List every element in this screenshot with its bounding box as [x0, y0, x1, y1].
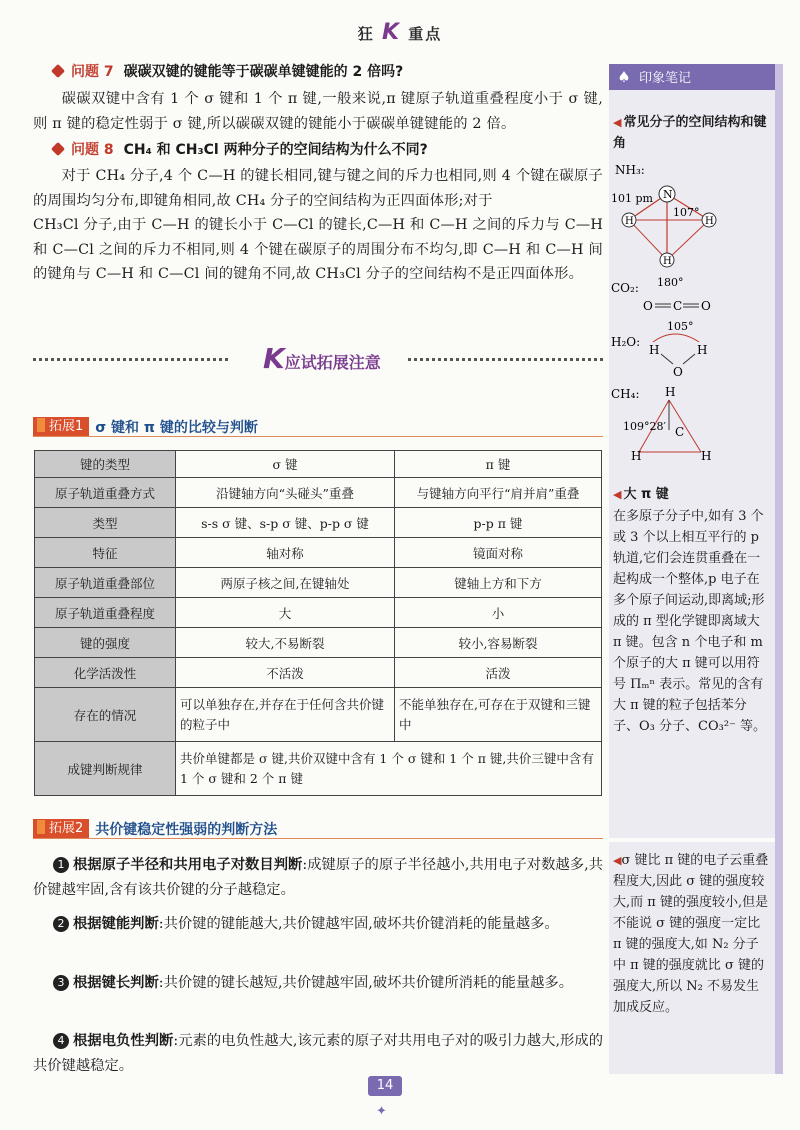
h2o-bond	[683, 354, 695, 364]
table-row	[35, 508, 602, 538]
question-7	[33, 61, 603, 83]
triangle-marker-icon: ◀	[613, 854, 622, 867]
table-row	[35, 538, 602, 568]
heading-underline	[33, 838, 603, 839]
banner-title	[263, 342, 381, 375]
answer-8-part1: 对于 CH₄ 分子,4 个 C—H 的键长相同,键与键之间的斥力也相同,则 4 个键在碳原子的周围均匀分布,即键角相同,故 CH₄ 分子的空间结构为正四面体形;对于	[33, 168, 603, 209]
ch4-edge	[669, 400, 701, 452]
h2o-bond	[661, 354, 673, 364]
notes-header-title: 印象笔记	[639, 71, 692, 86]
method-4	[33, 1029, 603, 1079]
number-badge: 4	[53, 1033, 69, 1049]
method-1	[33, 853, 603, 903]
table-cell: 原子轨道重叠程度	[35, 598, 176, 628]
table-cell: 与键轴方向平行“肩并肩”重叠	[395, 478, 602, 508]
nh3-h-label: H	[705, 216, 714, 227]
notes-header	[609, 64, 775, 90]
table-cell: 类型	[35, 508, 176, 538]
method-heading: 根据键能判断	[73, 916, 159, 932]
table-cell: 小	[395, 598, 602, 628]
table-row	[35, 658, 602, 688]
nh3-angle: 107°	[673, 206, 700, 219]
method-heading: 根据键长判断	[73, 975, 159, 991]
table-row	[35, 688, 602, 742]
h2o-h-atom: H	[697, 343, 708, 357]
table-cell: 键的强度	[35, 628, 176, 658]
bird-icon: ✦	[376, 1104, 387, 1119]
method-3	[33, 971, 603, 996]
table-cell: 不活泼	[176, 658, 395, 688]
table-cell: 活泼	[395, 658, 602, 688]
table-cell: 原子轨道重叠方式	[35, 478, 176, 508]
table-row	[35, 568, 602, 598]
method-body: :元素的电负性越大,该元素的原子对共用电子对的吸引力越大,形成的共价键越稳定。	[33, 1033, 604, 1074]
method-body: :共价键的键能越大,共价键越牢固,破坏共价键消耗的能量越多。	[158, 916, 559, 932]
nh3-base-3	[667, 220, 709, 260]
h2o-angle: 105°	[667, 320, 694, 333]
question-title: 碳碳双键的键能等于碳碳单键键能的 2 倍吗?	[123, 64, 404, 80]
note-title	[609, 478, 775, 505]
table-cell: 特征	[35, 538, 176, 568]
extension-title: σ 键和 π 键的比较与判断	[95, 419, 258, 436]
table-cell: 沿键轴方向“头碰头”重叠	[176, 478, 395, 508]
nh3-label: NH₃:	[615, 163, 645, 177]
nh3-bond-length: 101 pm	[611, 192, 653, 205]
note-body	[613, 850, 771, 1018]
table-cell: 键轴上方和下方	[395, 568, 602, 598]
elephant-icon: ♠	[617, 68, 631, 86]
co2-o-atom: O	[643, 299, 653, 313]
table-cell: p-p π 键	[395, 508, 602, 538]
co2-angle: 180°	[657, 276, 684, 289]
note-title-text: 大 π 键	[623, 487, 669, 502]
table-cell: 大	[176, 598, 395, 628]
answer-8-part2: CH₃Cl 分子,由于 C—H 的键长小于 C—Cl 的键长,C—H 和 C—H 之间的斥力与 C—H 和 C—Cl 之间的斥力不相同,则 4 个键在碳原子的周围分布不均匀,即 C—H 和 C—H 间的键角与 C—H 和 C—Cl 间的键角不同,故 CH₃Cl 分子的空间结构不是正四面体形。	[33, 217, 603, 282]
heading-underline	[33, 436, 603, 437]
table-row	[35, 478, 602, 508]
note-big-pi-bond	[609, 478, 775, 838]
table-row	[35, 598, 602, 628]
note-title	[609, 90, 775, 154]
nh3-h-label: H	[625, 216, 634, 227]
co2-label: CO₂:	[611, 281, 639, 295]
ch4-h-atom: H	[665, 385, 676, 399]
method-heading: 根据电负性判断	[73, 1033, 174, 1049]
question-title: CH₄ 和 CH₃Cl 两种分子的空间结构为什么不同?	[123, 142, 428, 158]
extension-1-heading	[33, 416, 258, 436]
table-cell: 可以单独存在,并存在于任何含共价键的粒子中	[176, 688, 395, 742]
banner-k-logo: K	[263, 342, 285, 375]
extension-2-heading	[33, 818, 277, 838]
extension-title: 共价键稳定性强弱的判断方法	[95, 821, 278, 838]
note-body: 在多原子分子中,如有 3 个或 3 个以上相互平行的 p 轨道,它们会连贯重叠在一起构成一个整体,p 电子在多个原子间运动,即离域;形成的 π 型化学键即离域大 π 键。包含 n 个电子和 m 个原子的大 π 键可以用符号 Πₘⁿ 表示。常见的含有大 π 键的粒子包括苯分子、O₃ 分子、CO₃²⁻ 等。	[613, 509, 767, 734]
table-cell: 化学活泼性	[35, 658, 176, 688]
table-cell: 较大,不易断裂	[176, 628, 395, 658]
ch4-c-atom: C	[675, 425, 685, 439]
banner-dots-left	[33, 358, 228, 361]
triangle-marker-icon: ◀	[613, 116, 622, 129]
table-header: 键的类型	[35, 451, 176, 478]
notes-edge-strip	[775, 64, 783, 1074]
section-banner	[33, 338, 603, 378]
co2-c-atom: C	[673, 299, 683, 313]
method-body: :成键原子的原子半径越小,共用电子对数越多,共价键越牢固,含有该共价键的分子越稳定。	[33, 857, 604, 898]
extension-tag: 拓展1	[33, 417, 89, 437]
table-header: π 键	[395, 451, 602, 478]
table-cell: 不能单独存在,可存在于双键和三键中	[395, 688, 602, 742]
h2o-label: H₂O:	[611, 335, 641, 349]
table-row	[35, 628, 602, 658]
table-header: σ 键	[176, 451, 395, 478]
note-title-text: 常见分子的空间结构和键角	[613, 115, 767, 151]
number-badge: 3	[53, 975, 69, 991]
extension-tag: 拓展2	[33, 819, 89, 839]
h2o-angle-arc	[653, 334, 699, 342]
ch4-h-atom: H	[701, 449, 712, 463]
method-2	[33, 912, 603, 937]
brand-right: 重点	[408, 25, 443, 43]
flag-icon	[51, 64, 65, 78]
page-number: 14	[368, 1076, 402, 1096]
nh3-base-2	[629, 220, 667, 260]
method-body: :共价键的键长越短,共价键越牢固,破坏共价键所消耗的能量越多。	[158, 975, 573, 991]
molecule-diagrams	[609, 160, 775, 480]
h2o-h-atom: H	[649, 343, 660, 357]
note-molecules	[609, 90, 775, 478]
table-cell: 较小,容易断裂	[395, 628, 602, 658]
brand-left: 狂	[357, 25, 375, 43]
answer-7: 碳碳双键中含有 1 个 σ 键和 1 个 π 键,一般来说,π 键原子轨道重叠程度小于 σ 键,则 π 键的稳定性弱于 σ 键,所以碳碳双键的键能小于碳碳单键键能的 2 倍。	[33, 91, 603, 132]
number-badge: 1	[53, 857, 69, 873]
ch4-h-atom: H	[631, 449, 642, 463]
table-cell: 原子轨道重叠部位	[35, 568, 176, 598]
table-header-row	[35, 451, 602, 478]
table-cell: 镜面对称	[395, 538, 602, 568]
banner-dots-right	[408, 358, 603, 361]
note-sigma-vs-pi	[609, 842, 775, 1074]
brand-k-logo: K	[381, 20, 402, 45]
banner-text: 应试拓展注意	[284, 353, 381, 372]
question-8	[33, 139, 603, 161]
triangle-marker-icon: ◀	[613, 488, 622, 501]
nh3-n-label: N	[663, 188, 673, 201]
table-cell: 轴对称	[176, 538, 395, 568]
table-cell: 两原子核之间,在键轴处	[176, 568, 395, 598]
table-cell: 成键判断规律	[35, 742, 176, 796]
question-number: 问题 8	[71, 142, 114, 158]
flag-icon	[51, 142, 65, 156]
question-number: 问题 7	[71, 64, 114, 80]
table-cell: s-s σ 键、s-p σ 键、p-p σ 键	[176, 508, 395, 538]
nh3-h-label: H	[663, 256, 672, 267]
table-cell: 存在的情况	[35, 688, 176, 742]
h2o-o-atom: O	[673, 365, 683, 379]
table-row	[35, 742, 602, 796]
note-body-text: σ 键比 π 键的电子云重叠程度大,因此 σ 键的强度较大,而 π 键的强度较小,但是不能说 σ 键的强度一定比 π 键的强度大,如 N₂ 分子中 π 键的强度就比 σ 键的强度大,所以 N₂ 不易发生加成反应。	[613, 853, 769, 1015]
co2-o-atom: O	[701, 299, 711, 313]
chapter-brand	[0, 20, 800, 45]
number-badge: 2	[53, 916, 69, 932]
sigma-pi-comparison-table	[34, 450, 602, 796]
ch4-label: CH₄:	[611, 387, 640, 401]
method-heading: 根据原子半径和共用电子对数目判断	[73, 857, 303, 873]
table-cell: 共价单键都是 σ 键,共价双键中含有 1 个 σ 键和 1 个 π 键,共价三键中含有 1 个 σ 键和 2 个 π 键	[176, 742, 602, 796]
ch4-angle: 109°28′	[623, 420, 666, 433]
